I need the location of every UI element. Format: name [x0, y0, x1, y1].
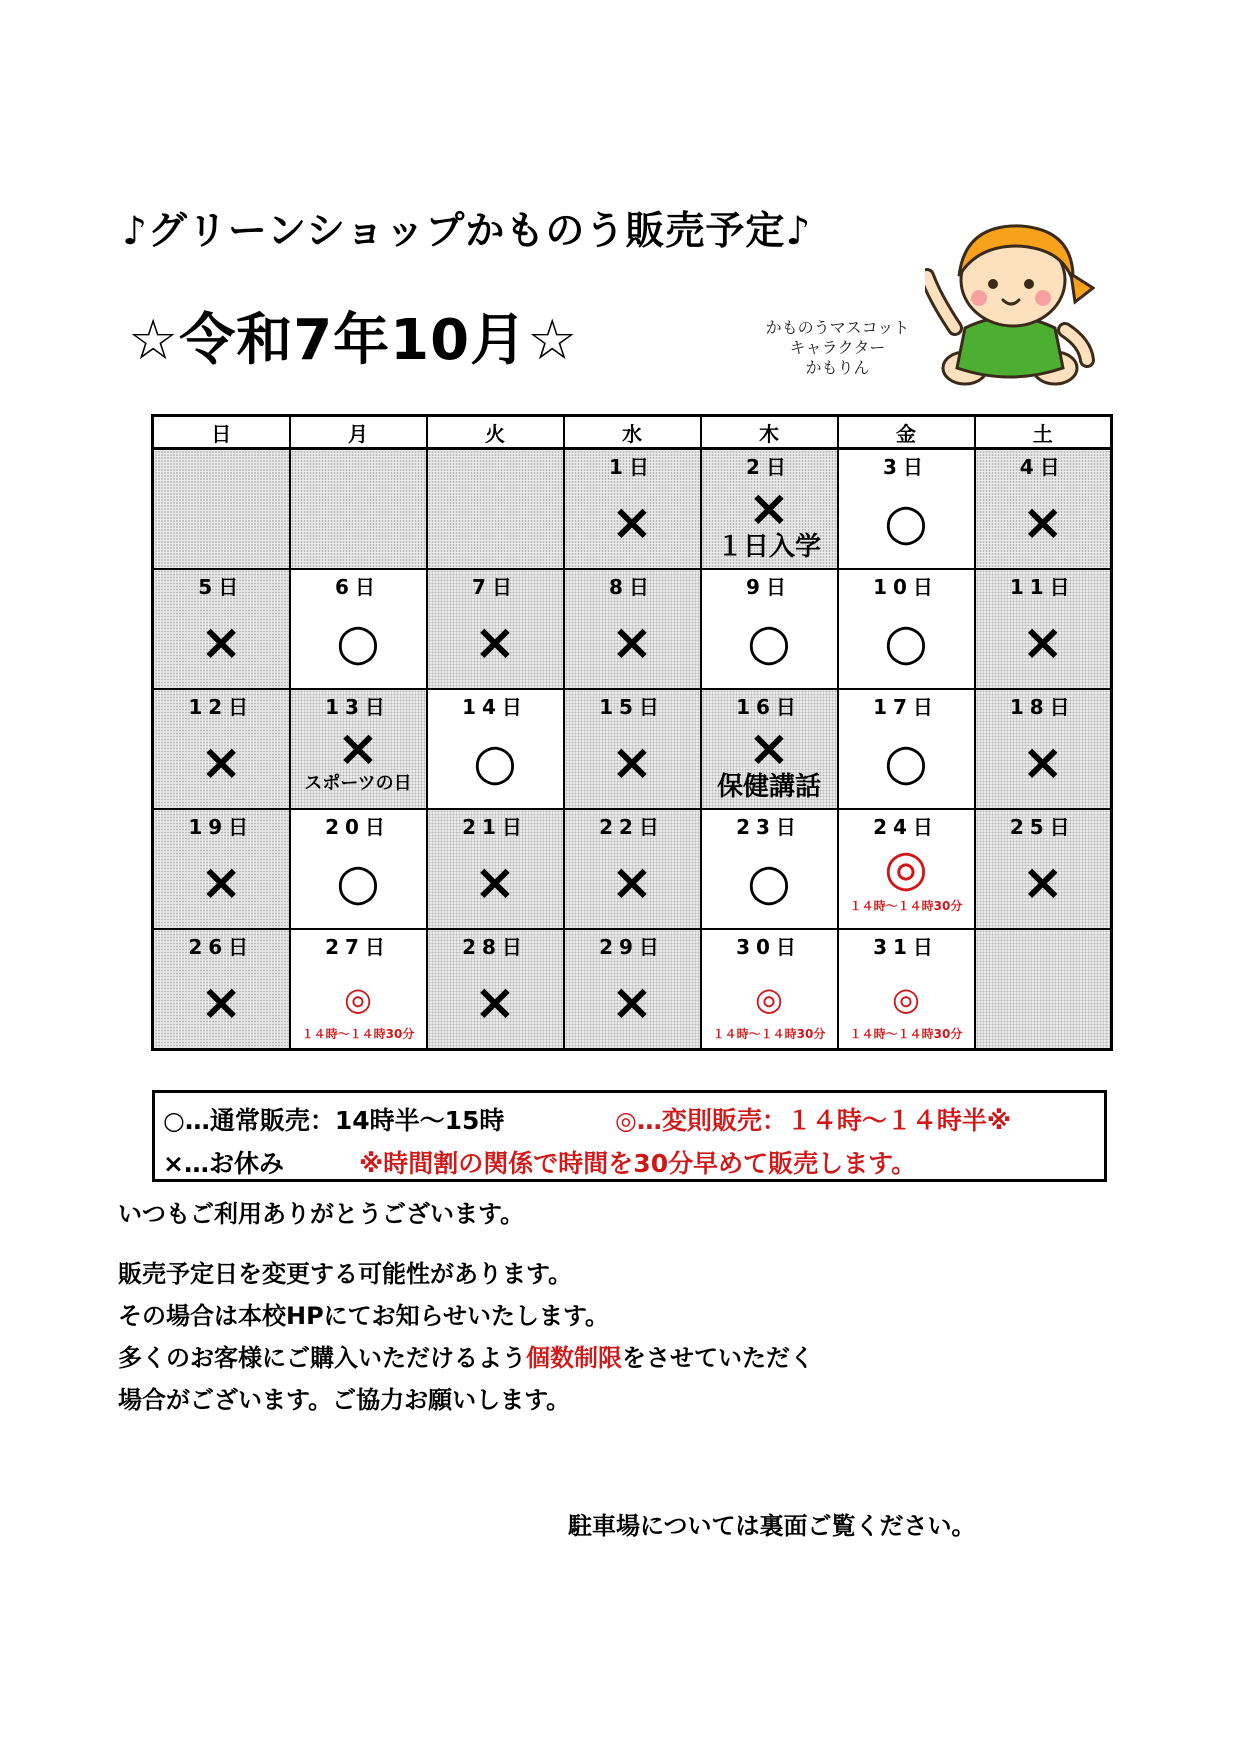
day-number: 10日	[873, 575, 939, 599]
calendar-day-cell	[975, 449, 1112, 570]
quantity-limit-highlight: 個数制限	[526, 1344, 622, 1372]
legend-normal-sale: ○…通常販売：14時半～15時	[163, 1106, 505, 1135]
closed-mark: ×	[200, 973, 243, 1031]
message-line: その場合は本校HPにてお知らせいたします。	[118, 1302, 610, 1330]
day-number: 7日	[472, 575, 518, 599]
day-number: 20日	[325, 815, 391, 839]
calendar-week-row	[153, 929, 1112, 1050]
day-number: 28日	[462, 935, 528, 959]
message-text: をさせていただく	[622, 1344, 814, 1372]
legend-notice: ※時間割の関係で時間を30分早めて販売します。	[359, 1149, 917, 1178]
day-number: 24日	[873, 815, 939, 839]
sale-time-note: １４時～１４時30分	[849, 1027, 963, 1041]
weekday-header-row	[153, 416, 1112, 449]
day-number: 19日	[188, 815, 255, 839]
day-number: 11日	[1009, 575, 1076, 599]
calendar-day-cell	[153, 689, 290, 809]
event-note: 保健講話	[716, 772, 821, 802]
closed-mark: ×	[1021, 733, 1064, 791]
day-number: 15日	[599, 695, 665, 719]
weekday-fri: 金	[838, 416, 975, 449]
sale-mark: ○	[336, 613, 380, 671]
sale-mark: ○	[747, 853, 791, 911]
weekday-wed: 水	[564, 416, 701, 449]
calendar-day-cell	[701, 809, 838, 929]
closed-mark: ×	[611, 853, 653, 911]
sale-mark: ○	[336, 853, 380, 911]
sale-mark: ○	[747, 613, 791, 671]
special-sale-mark: ◎	[884, 839, 928, 897]
calendar-day-cell	[564, 929, 701, 1050]
calendar-day-cell	[290, 689, 427, 809]
sale-mark: ○	[884, 493, 928, 551]
calendar-day-cell	[427, 449, 564, 570]
special-sale-mark: ◎	[344, 980, 372, 1018]
special-sale-mark: ◎	[755, 980, 783, 1018]
mascot-caption-line: かもりん	[805, 358, 870, 377]
weekday-tue: 火	[427, 416, 564, 449]
mascot-caption-line: キャラクター	[789, 338, 886, 357]
calendar-day-cell	[427, 929, 564, 1050]
day-number: 14日	[462, 695, 528, 719]
calendar-day-cell	[290, 449, 427, 570]
weekday-mon: 月	[290, 416, 427, 449]
weekday-sat: 土	[975, 416, 1112, 449]
closed-mark: ×	[611, 973, 653, 1031]
closed-mark: ×	[611, 493, 653, 551]
calendar-day-cell	[975, 569, 1112, 689]
weekday-thu: 木	[701, 416, 838, 449]
legend-closed: ×…お休み	[163, 1149, 284, 1178]
day-number: 3日	[883, 455, 929, 479]
mascot-illustration	[925, 218, 1095, 398]
closed-mark: ×	[474, 613, 516, 671]
monthly-calendar	[151, 414, 1113, 1051]
closed-mark: ×	[474, 853, 516, 911]
calendar-day-cell	[153, 449, 290, 570]
closed-mark: ×	[337, 719, 379, 777]
calendar-day-cell	[838, 449, 975, 570]
weekday-sun: 日	[153, 416, 290, 449]
special-sale-mark: ◎	[892, 980, 920, 1018]
day-number: 13日	[325, 695, 391, 719]
day-number: 25日	[1009, 815, 1076, 839]
calendar-day-cell	[564, 449, 701, 570]
calendar-day-cell	[290, 809, 427, 929]
calendar-day-cell	[701, 929, 838, 1050]
mascot-caption-line: かものうマスコット	[765, 318, 910, 337]
calendar-day-cell	[427, 569, 564, 689]
calendar-day-cell	[427, 809, 564, 929]
day-number: 9日	[746, 575, 792, 599]
closed-mark: ×	[1021, 853, 1064, 911]
day-number: 2日	[746, 455, 792, 479]
parking-notice: 駐車場については裏面ご覧ください。	[568, 1512, 976, 1540]
day-number: 23日	[736, 815, 802, 839]
day-number: 5日	[198, 575, 245, 599]
calendar-day-cell	[153, 929, 290, 1050]
calendar-day-cell	[290, 929, 427, 1050]
day-number: 29日	[599, 935, 665, 959]
calendar-day-cell	[701, 569, 838, 689]
event-note: スポーツの日	[304, 773, 412, 794]
message-text: 多くのお客様にご購入いただけるよう	[118, 1344, 526, 1372]
day-number: 21日	[462, 815, 528, 839]
calendar-day-cell	[153, 569, 290, 689]
day-number: 22日	[599, 815, 665, 839]
calendar-week-row	[153, 809, 1112, 929]
closed-mark: ×	[1021, 493, 1064, 551]
closed-mark: ×	[1021, 613, 1064, 671]
sale-mark: ○	[473, 733, 517, 791]
day-number: 4日	[1019, 455, 1066, 479]
calendar-week-row	[153, 569, 1112, 689]
closed-mark: ×	[611, 733, 653, 791]
day-number: 8日	[609, 575, 655, 599]
legend-special-sale: ◎…変則販売：１４時～１４時半※	[615, 1106, 1012, 1135]
calendar-week-row	[153, 449, 1112, 570]
event-note: １日入学	[716, 532, 821, 562]
day-number: 18日	[1009, 695, 1076, 719]
sale-time-note: １４時～１４時30分	[712, 1027, 826, 1041]
day-number: 31日	[873, 935, 939, 959]
calendar-day-cell	[564, 809, 701, 929]
day-number: 6日	[335, 575, 381, 599]
day-number: 12日	[188, 695, 255, 719]
calendar-day-cell	[153, 809, 290, 929]
calendar-day-cell	[975, 689, 1112, 809]
message-line: いつもご利用ありがとうございます。	[118, 1200, 525, 1228]
day-number: 1日	[609, 455, 655, 479]
sale-mark: ○	[884, 613, 928, 671]
closed-mark: ×	[474, 973, 516, 1031]
closed-mark: ×	[748, 719, 790, 777]
calendar-day-cell	[290, 569, 427, 689]
legend-box	[152, 1090, 1107, 1182]
calendar-day-cell	[838, 929, 975, 1050]
page-title: ♪グリーンショップかものう販売予定♪	[122, 209, 812, 254]
day-number: 17日	[873, 695, 939, 719]
closed-mark: ×	[748, 479, 790, 537]
day-number: 26日	[188, 935, 255, 959]
message-line: 場合がございます。ご協力お願いします。	[118, 1386, 571, 1414]
message-line	[118, 1338, 814, 1373]
sale-time-note: １４時～１４時30分	[849, 899, 963, 913]
calendar-day-cell	[975, 929, 1112, 1050]
closed-mark: ×	[200, 613, 243, 671]
sale-time-note: １４時～１４時30分	[301, 1027, 415, 1041]
calendar-day-cell	[975, 809, 1112, 929]
closed-mark: ×	[611, 613, 653, 671]
closed-mark: ×	[200, 733, 243, 791]
calendar-day-cell	[427, 689, 564, 809]
calendar-day-cell	[838, 569, 975, 689]
mascot-caption	[740, 318, 935, 378]
calendar-day-cell	[701, 449, 838, 570]
day-number: 27日	[325, 935, 391, 959]
calendar-day-cell	[838, 689, 975, 809]
message-line: 販売予定日を変更する可能性があります。	[118, 1260, 573, 1288]
calendar-body	[153, 449, 1112, 1050]
month-heading: ☆令和7年10月☆	[128, 308, 579, 373]
closed-mark: ×	[200, 853, 243, 911]
calendar-day-cell	[701, 689, 838, 809]
calendar-day-cell	[564, 689, 701, 809]
day-number: 30日	[736, 935, 802, 959]
calendar-day-cell	[564, 569, 701, 689]
sale-mark: ○	[884, 733, 928, 791]
calendar-week-row	[153, 689, 1112, 809]
calendar-day-cell	[838, 809, 975, 929]
day-number: 16日	[736, 695, 802, 719]
